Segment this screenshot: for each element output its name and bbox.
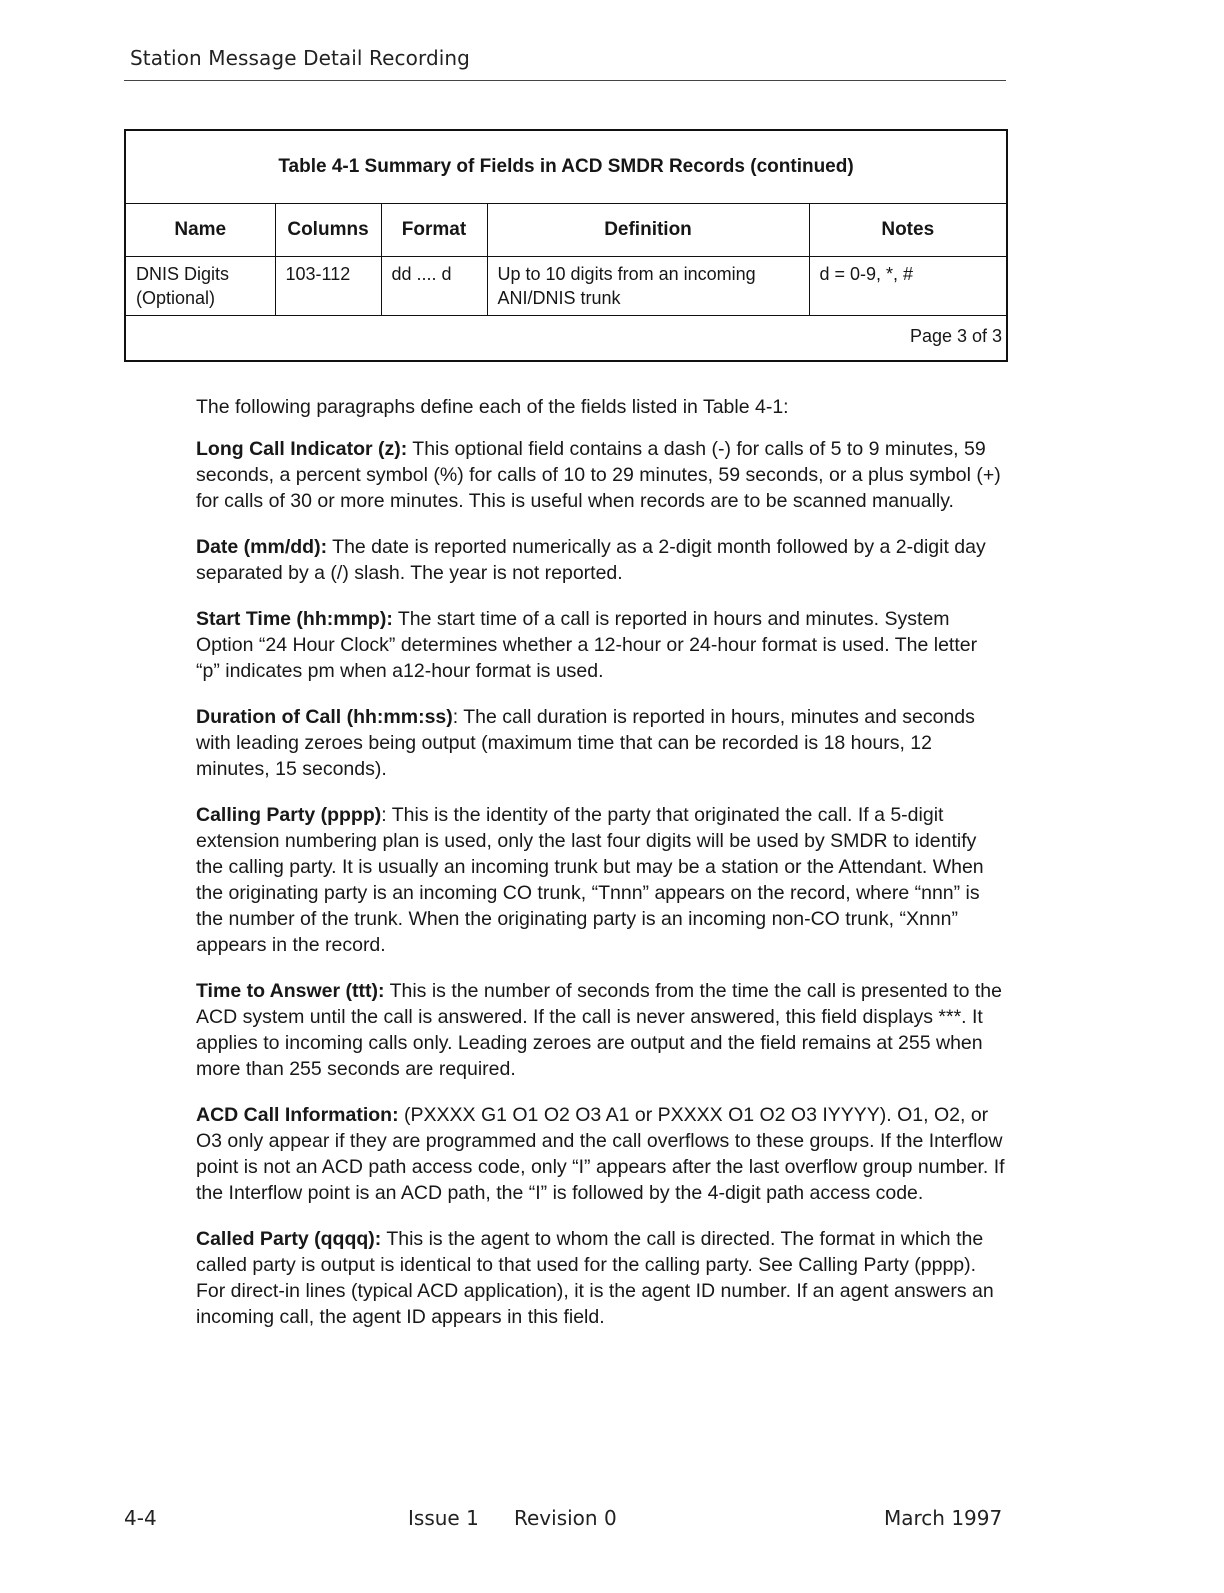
table-page-note: Page 3 of 3 <box>125 316 1007 362</box>
footer-issue: Issue 1 <box>408 1506 479 1530</box>
field-description: The date is reported numerically as a 2-digit month followed by a 2-digit day separated by a (/) slash. The year is not reported. <box>196 536 986 584</box>
field-description: (PXXXX G1 O1 O2 O3 A1 or PXXXX O1 O2 O3 IYYYY). O1, O2, or O3 only appear if they are programmed and the call overflows to these groups. If the Interflow point is not an ACD path access code, only “I” appears after the last overflow group number. If the Interflow point is an ACD path, the “I” is followed by the 4-digit path access code. <box>196 1104 1005 1204</box>
field-term: Long Call Indicator (z): <box>196 438 408 460</box>
table-caption: Table 4-1 Summary of Fields in ACD SMDR Records (continued) <box>125 130 1007 204</box>
body-text <box>196 394 1006 1350</box>
cell-definition: Up to 10 digits from an incoming ANI/DNIS trunk <box>487 257 809 316</box>
column-header-format: Format <box>381 204 487 257</box>
running-header: Station Message Detail Recording <box>130 46 470 70</box>
footer-revision: Revision 0 <box>514 1506 617 1530</box>
column-header-notes: Notes <box>809 204 1007 257</box>
cell-format: dd .... d <box>381 257 487 316</box>
column-header-name: Name <box>125 204 275 257</box>
field-definition-paragraph <box>196 534 1006 586</box>
fields-summary-table <box>124 129 1008 362</box>
table-header-row <box>125 204 1007 257</box>
field-term: Time to Answer (ttt): <box>196 980 385 1002</box>
field-definition-paragraph <box>196 704 1006 782</box>
field-definition-paragraph <box>196 606 1006 684</box>
header-rule <box>124 80 1006 81</box>
field-definition-paragraph <box>196 978 1006 1082</box>
field-description: This is the number of seconds from the time the call is presented to the ACD system until the call is answered. If the call is never answered, this field displays ***. It applies to incoming calls only. Leading zeroes are output and the field remains at 255 when more than 255 seconds are required. <box>196 980 1002 1080</box>
cell-name: DNIS Digits (Optional) <box>125 257 275 316</box>
footer-page-number: 4-4 <box>124 1506 157 1530</box>
field-term: Start Time (hh:mmp): <box>196 608 393 630</box>
cell-notes: d = 0-9, *, # <box>809 257 1007 316</box>
field-description: The start time of a call is reported in hours and minutes. System Option “24 Hour Clock” determines whether a 12-hour or 24-hour format is used. The letter “p” indicates pm when a12-hour format is used. <box>196 608 978 682</box>
field-term: ACD Call Information: <box>196 1104 399 1126</box>
intro-paragraph: The following paragraphs define each of the fields listed in Table 4-1: <box>196 396 789 418</box>
footer-date: March 1997 <box>884 1506 1003 1530</box>
field-description: : The call duration is reported in hours, minutes and seconds with leading zeroes being output (maximum time that can be recorded is 18 hours, 12 minutes, 15 seconds). <box>196 706 975 780</box>
column-header-columns: Columns <box>275 204 381 257</box>
field-term: Called Party (qqqq): <box>196 1228 382 1250</box>
field-definition-paragraph <box>196 802 1006 958</box>
field-term: Date (mm/dd): <box>196 536 328 558</box>
field-description: This optional field contains a dash (-) for calls of 5 to 9 minutes, 59 seconds, a percent symbol (%) for calls of 10 to 29 minutes, 59 seconds, or a plus symbol (+) for calls of 30 or more minutes. This is useful when records are to be scanned manually. <box>196 438 1001 512</box>
field-description: : This is the identity of the party that originated the call. If a 5-digit extension numbering plan is used, only the last four digits will be used by SMDR to identify the calling party. It is usually an incoming trunk but may be a station or the Attendant. When the originating party is an incoming CO trunk, “Tnnn” appears on the record, where “nnn” is the number of the trunk. When the originating party is an incoming non-CO trunk, “Xnnn” appears in the record. <box>196 804 984 956</box>
field-definition-paragraph <box>196 1102 1006 1206</box>
cell-columns: 103-112 <box>275 257 381 316</box>
field-term: Duration of Call (hh:mm:ss) <box>196 706 453 728</box>
table-row <box>125 257 1007 316</box>
field-term: Calling Party (pppp) <box>196 804 382 826</box>
column-header-definition: Definition <box>487 204 809 257</box>
field-description: This is the agent to whom the call is directed. The format in which the called party is output is identical to that used for the calling party. See Calling Party (pppp). For direct-in lines (typical ACD application), it is the agent ID number. If an agent answers an incoming call, the agent ID appears in this field. <box>196 1228 994 1328</box>
field-definition-paragraph <box>196 1226 1006 1330</box>
field-definition-paragraph <box>196 436 1006 514</box>
